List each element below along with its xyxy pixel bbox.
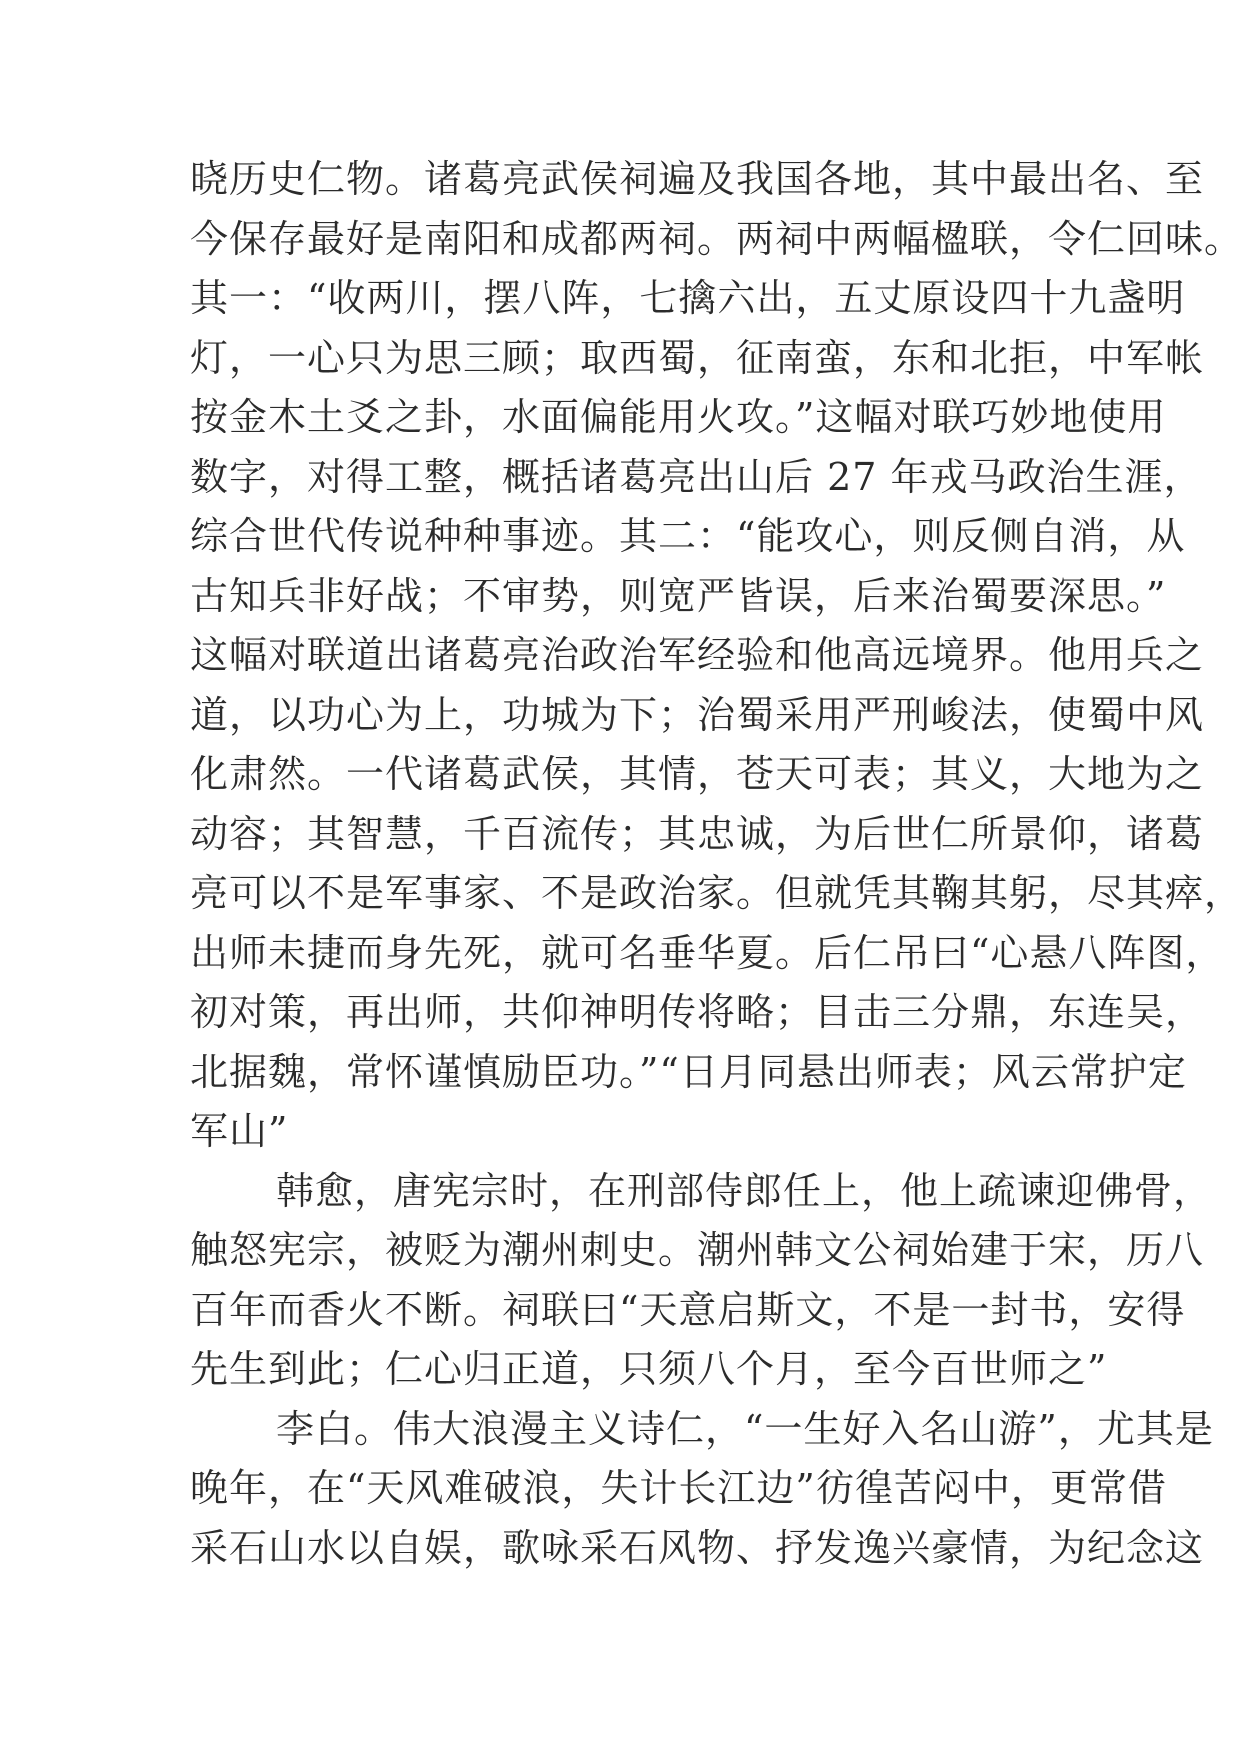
text-line: 采石山水以自娱，歌咏采石风物、抒发逸兴豪情，为纪念这	[190, 1525, 1205, 1570]
text-line: 其一：“收两川，摆八阵，七擒六出，五丈原设四十九盏明	[190, 276, 1186, 320]
text-line: 先生到此；仁心归正道，只须八个月，至今百世师之”	[190, 1347, 1108, 1391]
text-line: 化肃然。一代诸葛武侯，其情，苍天可表；其义，大地为之	[190, 752, 1205, 796]
text-line: 亮可以不是军事家、不是政治家。但就凭其鞠其躬，尽其瘁，	[190, 871, 1243, 915]
text-line: 初对策，再出师，共仰神明传将略；目击三分鼎，东连吴，	[190, 990, 1205, 1034]
text-line: 北据魏，常怀谨慎励臣功。”“日月同悬出师表；风云常护定	[190, 1049, 1187, 1094]
text-line: 道，以功心为上，功城为下；治蜀采用严刑峻法，使蜀中风	[190, 692, 1205, 737]
text-line: 数字，对得工整，概括诸葛亮出山后 27 年戎马政治生涯，	[190, 454, 1203, 499]
text-line: 今保存最好是南阳和成都两祠。两祠中两幅楹联，令仁回味。	[190, 216, 1243, 261]
text-line: 晚年，在“天风难破浪，失计长江边”彷徨苦闷中，更常借	[190, 1466, 1167, 1510]
text-line: 出师未捷而身先死，就可名垂华夏。后仁吊曰“心悬八阵图，	[190, 930, 1225, 975]
text-line: 灯，一心只为思三顾；取西蜀，征南蛮，东和北拒，中军帐	[190, 335, 1205, 380]
text-line: 触怒宪宗，被贬为潮州刺史。潮州韩文公祠始建于宋，历八	[190, 1228, 1205, 1272]
text-line: 按金木土爻之卦，水面偏能用火攻。”这幅对联巧妙地使用	[190, 395, 1167, 439]
paragraph	[190, 1162, 1213, 1400]
body-text	[190, 150, 1243, 1578]
paragraph	[190, 1400, 1214, 1579]
text-line: 军山”	[190, 1109, 289, 1153]
paragraph	[190, 150, 1243, 1162]
text-line: 这幅对联道出诸葛亮治政治军经验和他高远境界。他用兵之	[190, 633, 1205, 677]
text-line: 韩愈，唐宪宗时，在刑部侍郎任上，他上疏谏迎佛骨，	[276, 1168, 1213, 1213]
text-line: 综合世代传说种种事迹。其二：“能攻心，则反侧自消，从	[190, 514, 1186, 558]
text-line: 百年而香火不断。祠联曰“天意启斯文，不是一封书，安得	[190, 1287, 1186, 1332]
text-line: 晓历史仁物。诸葛亮武侯祠遍及我国各地，其中最出名、至	[190, 157, 1205, 201]
text-line: 古知兵非好战；不审势，则宽严皆误，后来治蜀要深思。”	[190, 573, 1167, 618]
text-line: 动容；其智慧，千百流传；其忠诚，为后世仁所景仰，诸葛	[190, 811, 1205, 856]
text-line: 李白。伟大浪漫主义诗仁，“一生好入名山游”，尤其是	[276, 1406, 1214, 1451]
